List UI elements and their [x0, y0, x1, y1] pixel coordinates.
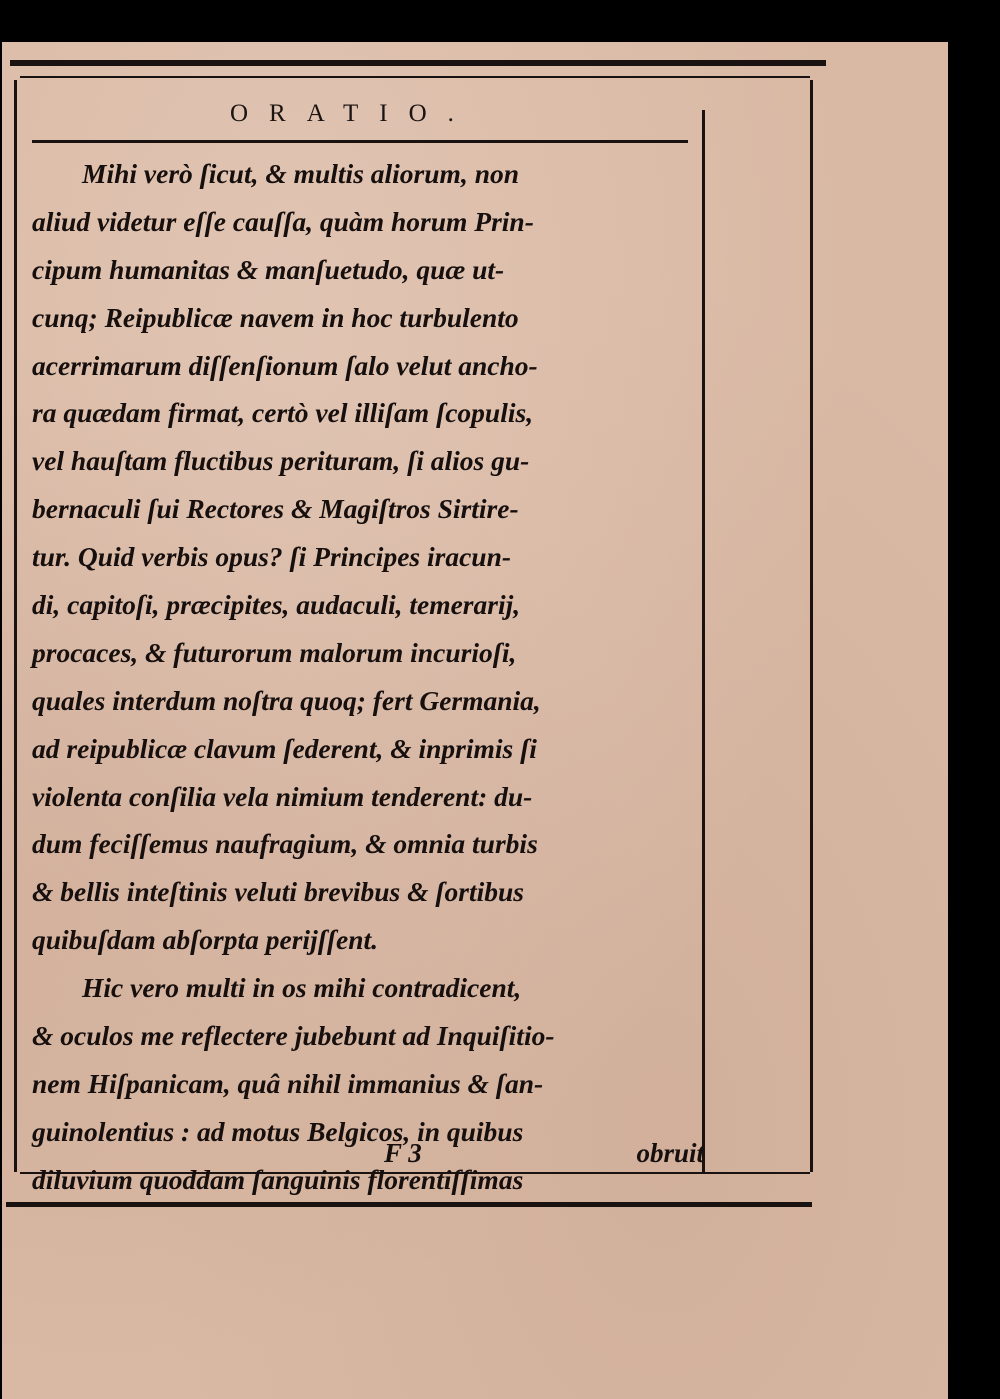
text-line: quales interdum noſtra quoq; fert Germania, [32, 684, 541, 716]
text-line: dum feciſſemus naufragium, & omnia turbis [32, 828, 538, 860]
text-line: acerrimarum diſſenſionum ſalo velut ancho- [32, 349, 538, 381]
left-border-rule [14, 80, 17, 1172]
text-line: di, capitoſi, præcipites, audaculi, temerarij, [32, 589, 521, 621]
text-line: quibuſdam abſorpta perijſſent. [32, 924, 379, 956]
text-line: cunq; Reipublicæ navem in hoc turbulento [32, 301, 519, 333]
text-line: ra quædam firmat, certò vel illiſam ſcopulis, [32, 397, 534, 429]
text-line: procaces, & futurorum malorum incurioſi, [32, 636, 517, 668]
page-footer [32, 1138, 704, 1174]
catchword: obruit [636, 1138, 704, 1168]
text-line: Mihi verò ſicut, & multis aliorum, non [82, 158, 520, 189]
text-line: ad reipublicæ clavum ſederent, & inprimis ſi [32, 732, 537, 764]
text-line: aliud videtur eſſe cauſſa, quàm horum Prin- [32, 205, 534, 237]
signature-mark: F 3 [384, 1138, 422, 1168]
text-line: violenta conſilia vela nimium tenderent: du- [32, 780, 533, 812]
right-outer-border-rule [810, 80, 813, 1172]
text-line: cipum humanitas & manſuetudo, quæ ut- [32, 253, 505, 285]
top-inner-rule [20, 76, 810, 78]
text-line: & bellis inteſtinis veluti brevibus & ſortibus [32, 876, 524, 908]
top-border-rule [10, 60, 826, 66]
page-edge-shadow [948, 42, 1000, 1399]
text-line: vel hauſtam fluctibus perituram, ſi alios gu- [32, 445, 530, 477]
running-head-rule [32, 140, 688, 143]
text-line: tur. Quid verbis opus? ſi Principes iracun- [32, 541, 512, 573]
right-inner-border-rule [702, 110, 705, 1172]
text-line: nem Hiſpanicam, quâ nihil immanius & ſan- [32, 1067, 544, 1099]
text-line: diluvium quoddam ſanguinis florentiſſimas [32, 1163, 524, 1195]
text-line: Hic vero multi in os mihi contradicent, [82, 972, 522, 1004]
text-line: guinolentius : ad motus Belgicos, in quibus [32, 1115, 524, 1147]
text-line: & oculos me reflectere jubebunt ad Inquiſitio- [32, 1020, 555, 1052]
running-head: ORATIO. [230, 100, 475, 127]
text-line: bernaculi ſui Rectores & Magiſtros Sirtire- [32, 493, 519, 525]
